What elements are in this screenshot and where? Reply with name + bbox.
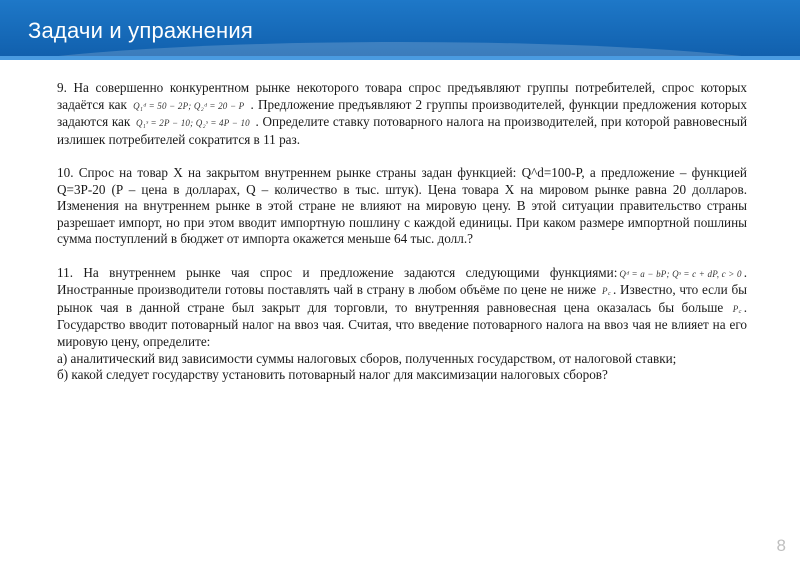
task-11-text-2: . Иностранные производители готовы поставлять чай в страну в любом объёме по цене не ниже	[57, 264, 747, 298]
page-number: 8	[776, 536, 786, 555]
tea-market-formula: Qᵈ = a − bP; Qˢ = c + dP, c > 0	[619, 268, 742, 279]
task-9-text-2: . Предложение предъявляют 2 группы производителей, функции предложения которых задаются как	[57, 96, 747, 130]
task-9-text-3: . Определите ставку потоварного налога на производителей, при которой равновесный излишек потребителей сократится в 11 раз.	[57, 114, 747, 147]
supply-formula: Q₁ˢ = 2P − 10; Q₂ˢ = 4P − 10	[135, 118, 250, 129]
task-9-text-1: 9. На совершенно конкурентном рынке некоторого товара спрос предъявляют группы потребителей, спрос которых задаётся как	[57, 80, 747, 112]
demand-formula: Q₁ᵈ = 50 − 2P; Q₂ᵈ = 20 − P	[133, 100, 245, 111]
world-price-symbol-2: P꜀	[732, 303, 742, 314]
task-11	[57, 265, 747, 351]
task-9	[57, 80, 747, 148]
header-divider	[0, 60, 800, 70]
task-11-text-3: . Известно, что если бы рынок чая в данной стране был закрыт для торговли, то внутренняя равновесная цена оказалась бы больше	[57, 282, 748, 315]
task-11-text-4: . Государство вводит потоварный налог на ввоз чая. Считая, что введение потоварного налога на ввоз чая не влияет на его мировую цену, определите:	[57, 299, 748, 349]
task-10: 10. Спрос на товар X на закрытом внутреннем рынке страны задан функцией: Q^d=100-P, а предложение – функцией Q=3P-20 (P – цена в долларах, Q – количество в тыс. штук). Цена товара X на мировом рынке равна 20 долларов. Изменения на внутреннем рынке в этой стране не влияют на мировую цену. В этой ситуации правительство страны разрешает импорт, но при этом вводит импортную пошлину с каждой единицы. При каком размере импортной пошлины сумма поступлений в бюджет от импорта окажется меньше 64 тыс. долл.?	[57, 164, 747, 247]
world-price-symbol: P꜀	[601, 286, 611, 297]
slide-content	[57, 80, 747, 384]
task-11-part-a: а) аналитический вид зависимости суммы налоговых сборов, полученных государством, от налоговой ставки;	[57, 350, 677, 366]
task-11-part-b: б) какой следует государству установить потоварный налог для максимизации налоговых сборов?	[57, 367, 608, 383]
slide-header	[0, 0, 800, 70]
slide-title: Задачи и упражнения	[28, 18, 254, 43]
task-11-text-1: 11. На внутреннем рынке чая спрос и предложение задаются следующими функциями:	[57, 264, 618, 280]
